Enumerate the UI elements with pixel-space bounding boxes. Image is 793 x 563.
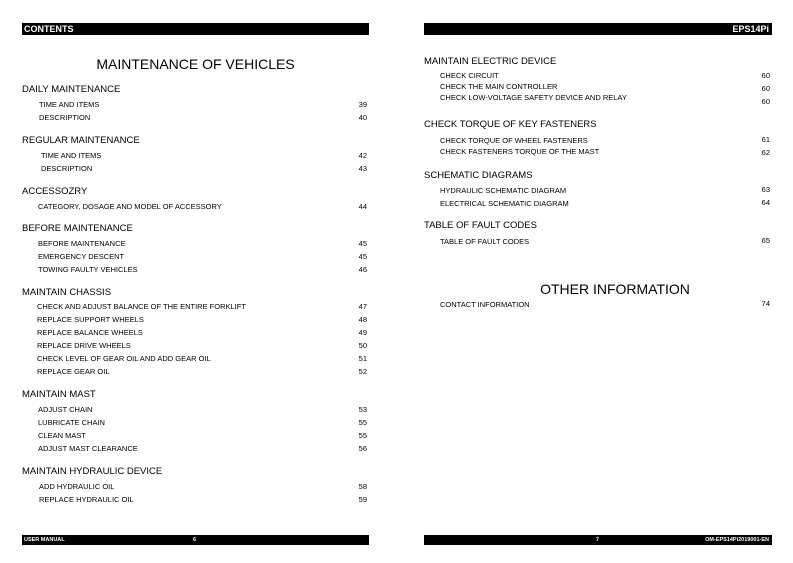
section-title: MAINTAIN MAST <box>22 389 96 400</box>
other-information-title: OTHER INFORMATION <box>540 281 690 297</box>
toc-entry-label[interactable]: LUBRICATE CHAIN <box>38 418 105 427</box>
toc-entry-label[interactable]: REPLACE BALANCE WHEELS <box>37 328 143 337</box>
footer-page-number-right: 7 <box>596 537 600 543</box>
toc-entry-label[interactable]: REPLACE SUPPORT WHEELS <box>37 315 144 324</box>
section-title: DAILY MAINTENANCE <box>22 84 121 95</box>
toc-entry-page: 60 <box>761 84 770 93</box>
toc-entry-label[interactable]: ADJUST MAST CLEARANCE <box>38 444 138 453</box>
toc-entry-page: 74 <box>761 299 770 308</box>
toc-entry-page: 61 <box>761 135 770 144</box>
toc-entry-label[interactable]: ADJUST CHAIN <box>38 405 93 414</box>
toc-entry-label[interactable]: CONTACT INFORMATION <box>440 300 530 309</box>
footer-bar-left <box>22 535 369 545</box>
toc-entry-label[interactable]: CHECK FASTENERS TORQUE OF THE MAST <box>440 147 600 156</box>
toc-entry-page: 56 <box>358 444 367 453</box>
toc-entry-page: 39 <box>358 100 367 109</box>
toc-entry-page: 58 <box>358 482 367 491</box>
header-bar-left <box>22 23 369 35</box>
toc-entry-label[interactable]: TOWING FAULTY VEHICLES <box>38 265 138 274</box>
section-title: BEFORE MAINTENANCE <box>22 223 133 234</box>
section-title: MAINTAIN CHASSIS <box>22 287 112 298</box>
toc-entry-page: 45 <box>358 252 367 261</box>
toc-entry-label[interactable]: CHECK TORQUE OF WHEEL FASTENERS <box>440 136 588 145</box>
toc-entry-page: 51 <box>358 354 367 363</box>
toc-entry-label[interactable]: CHECK LOW-VOLTAGE SAFETY DEVICE AND RELAY <box>440 93 627 102</box>
toc-entry-page: 53 <box>358 405 367 414</box>
toc-entry-page: 52 <box>358 367 367 376</box>
toc-entry-page: 65 <box>761 236 770 245</box>
footer-page-number-left: 6 <box>193 537 197 543</box>
toc-entry-label[interactable]: CATEGORY, DOSAGE AND MODEL OF ACCESSORY <box>38 202 222 211</box>
toc-entry-page: 62 <box>761 148 770 157</box>
section-title: ACCESSOZRY <box>22 186 88 197</box>
left-page-title: MAINTENANCE OF VEHICLES <box>96 56 295 72</box>
header-bar-right <box>424 23 772 35</box>
toc-entry-page: 60 <box>761 71 770 80</box>
toc-entry-label[interactable]: BEFORE MAINTENANCE <box>38 239 126 248</box>
toc-entry-page: 46 <box>358 265 367 274</box>
section-title: CHECK TORQUE OF KEY FASTENERS <box>424 119 597 130</box>
toc-entry-label[interactable]: CHECK CIRCUIT <box>440 71 499 80</box>
toc-entry-label[interactable]: CLEAN MAST <box>38 431 86 440</box>
section-title: MAINTAIN ELECTRIC DEVICE <box>424 56 557 67</box>
toc-entry-label[interactable]: CHECK THE MAIN CONTROLLER <box>440 82 558 91</box>
toc-entry-label[interactable]: TABLE OF FAULT CODES <box>440 237 530 246</box>
section-title: REGULAR MAINTENANCE <box>22 135 140 146</box>
toc-entry-page: 63 <box>761 185 770 194</box>
toc-entry-page: 59 <box>358 495 367 504</box>
toc-entry-page: 44 <box>358 202 367 211</box>
toc-entry-label[interactable]: REPLACE DRIVE WHEELS <box>37 341 131 350</box>
toc-entry-page: 50 <box>358 341 367 350</box>
toc-entry-label[interactable]: TIME AND ITEMS <box>39 100 100 109</box>
toc-entry-label[interactable]: TIME AND ITEMS <box>41 151 102 160</box>
toc-entry-label[interactable]: ADD HYDRAULIC OIL <box>39 482 115 491</box>
toc-entry-page: 42 <box>358 151 367 160</box>
toc-entry-label[interactable]: REPLACE HYDRAULIC OIL <box>39 495 134 504</box>
toc-entry-label[interactable]: ELECTRICAL SCHEMATIC DIAGRAM <box>440 199 569 208</box>
toc-entry-page: 60 <box>761 97 770 106</box>
footer-document-code: OM-EPS14Pi2019001-EN <box>705 537 769 543</box>
toc-entry-label[interactable]: DESCRIPTION <box>39 113 91 122</box>
section-title: SCHEMATIC DIAGRAMS <box>424 170 533 181</box>
toc-entry-page: 55 <box>358 418 367 427</box>
toc-entry-label[interactable]: DESCRIPTION <box>41 164 93 173</box>
toc-entry-page: 40 <box>358 113 367 122</box>
section-title: TABLE OF FAULT CODES <box>424 220 537 231</box>
toc-entry-page: 64 <box>761 198 770 207</box>
section-title: MAINTAIN HYDRAULIC DEVICE <box>22 466 163 477</box>
footer-bar-right <box>424 535 772 545</box>
toc-entry-page: 49 <box>358 328 367 337</box>
toc-entry-page: 48 <box>358 315 367 324</box>
footer-manual-label: USER MANUAL <box>24 537 65 543</box>
toc-entry-label[interactable]: REPLACE GEAR OIL <box>37 367 110 376</box>
toc-entry-label[interactable]: CHECK AND ADJUST BALANCE OF THE ENTIRE FORKLIFT <box>37 302 246 311</box>
toc-entry-page: 55 <box>358 431 367 440</box>
toc-entry-page: 45 <box>358 239 367 248</box>
toc-entry-label[interactable]: HYDRAULIC SCHEMATIC DIAGRAM <box>440 186 567 195</box>
header-model-label: EPS14Pi <box>732 24 769 34</box>
toc-entry-label[interactable]: CHECK LEVEL OF GEAR OIL AND ADD GEAR OIL <box>37 354 211 363</box>
header-contents-label: CONTENTS <box>24 24 74 34</box>
toc-entry-label[interactable]: EMERGENCY DESCENT <box>38 252 125 261</box>
toc-entry-page: 47 <box>358 302 367 311</box>
toc-entry-page: 43 <box>358 164 367 173</box>
